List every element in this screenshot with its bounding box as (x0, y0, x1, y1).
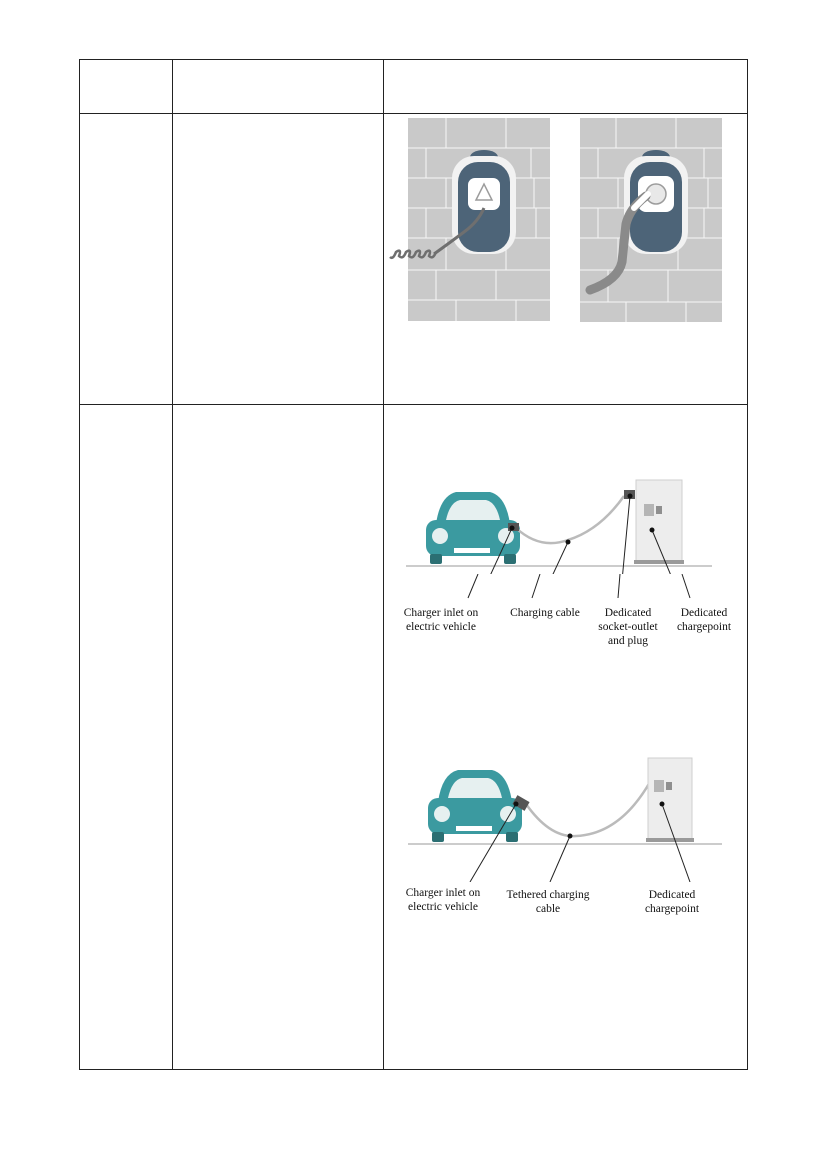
table-row-divider (79, 404, 748, 405)
table-border-right (747, 59, 748, 1070)
label-charger-inlet: Charger inlet on electric vehicle (403, 607, 479, 633)
electric-car-front (428, 770, 522, 842)
label-charging-cable: Charging cable (510, 607, 580, 619)
electric-car-front (426, 492, 520, 564)
socket-charging-diagram (400, 474, 720, 574)
untethered-wall-charger (390, 118, 550, 321)
charging-cable (508, 490, 635, 543)
table-column-divider-1 (172, 59, 173, 1070)
wall-chargers-illustration (386, 112, 726, 327)
chargepoint-unit (646, 758, 694, 842)
table-border-bottom (79, 1069, 748, 1070)
label-charger-inlet-2: Charger inlet on electric vehicle (405, 887, 481, 913)
label-dedicated-chargepoint-2: Dedicated chargepoint (644, 889, 700, 915)
label-dedicated-chargepoint: Dedicated chargepoint (676, 607, 732, 633)
callout-extensions-1 (400, 574, 720, 604)
table-border-left (79, 59, 80, 1070)
label-socket-outlet: Dedicated socket-outlet and plug (598, 607, 658, 647)
table-column-divider-2 (383, 59, 384, 1070)
table-border-top (79, 59, 748, 60)
tethered-cable (512, 782, 650, 836)
tethered-charging-diagram (400, 752, 725, 882)
tethered-wall-charger (580, 118, 722, 322)
label-tethered-cable: Tethered charging cable (506, 889, 590, 915)
chargepoint-unit (634, 480, 684, 564)
